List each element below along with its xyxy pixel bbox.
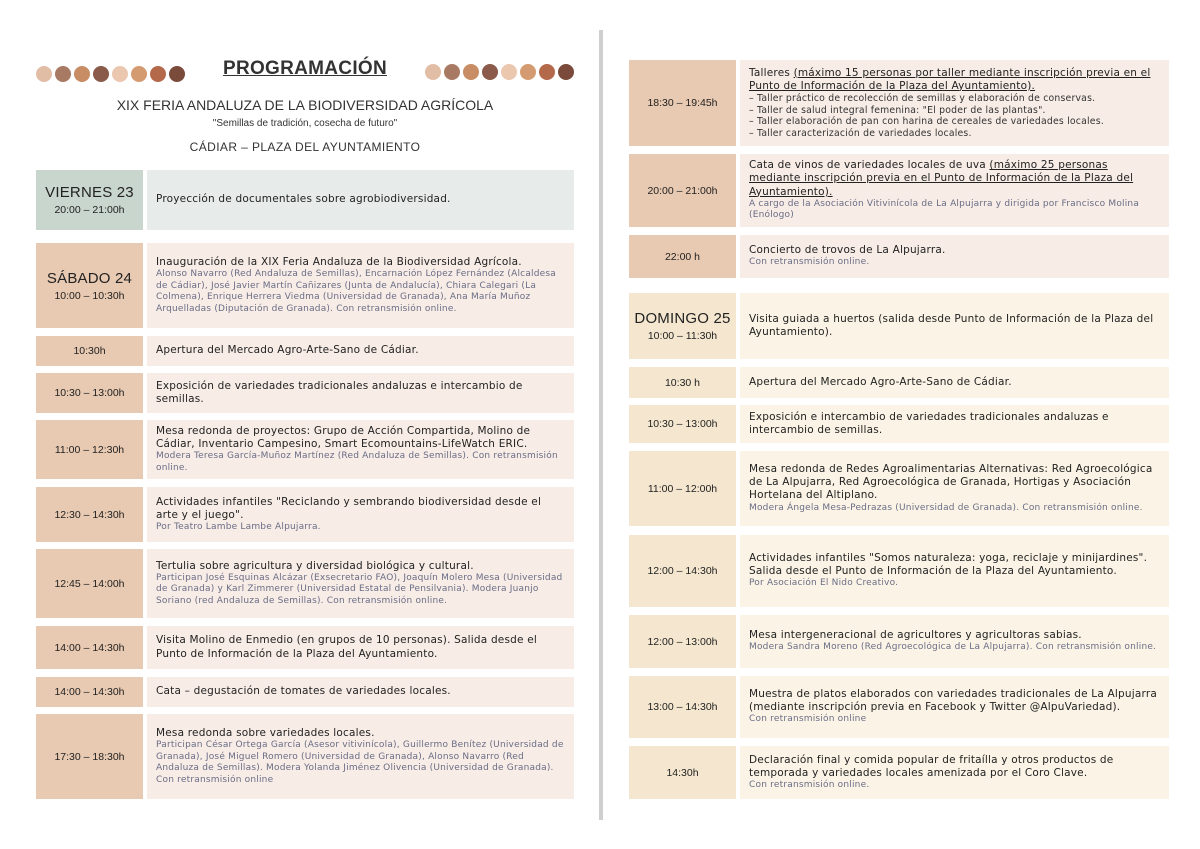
dot [150,66,166,82]
workshop-item: – Taller elaboración de pan con harina de cereales de variedades locales. [749,116,1104,128]
event-desc-cell [740,615,1169,668]
event-desc-cell [740,746,1169,799]
event-title: Muestra de platos elaborados con variedades tradicionales de La Alpujarra (mediante inscripción previa en Facebook y Twitter @AlpuVariedad). [749,688,1157,714]
event-time: 11:00 – 12:00h [647,482,718,495]
event-time-cell [629,451,736,526]
event-desc-cell [147,677,574,707]
event-time: 14:00 – 14:30h [54,686,125,698]
dot [539,64,555,80]
decorative-dots-right [425,64,574,80]
event-title: Tertulia sobre agricultura y diversidad biológica y cultural. [156,559,474,572]
dot [558,64,574,80]
dot [501,64,517,80]
event-time-cell [629,405,736,443]
event-time-cell [629,235,736,278]
event-title: Concierto de trovos de La Alpujarra. [749,244,946,257]
event-time-cell [36,336,143,366]
event-time: 14:00 – 14:30h [54,641,125,654]
dot [131,66,147,82]
saturday-day-label: SÁBADO 24 [46,269,133,287]
event-participants: Por Asociación El Nido Creativo. [749,578,899,589]
event-participants: Con retransmisión online. [749,779,870,790]
registration-note: (máximo 15 personas por taller mediante inscripción previa en el Punto de Información de la Plaza del Ayuntamiento). [749,66,1151,92]
event-time: 12:00 – 14:30h [647,565,718,577]
friday-desc: Proyección de documentales sobre agrobiodiversidad. [156,193,451,206]
friday-desc-cell [147,170,574,230]
event-desc-cell [740,154,1169,227]
event-place: CÁDIAR – PLAZA DEL AYUNTAMIENTO [189,140,421,154]
event-title: Cata – degustación de tomates de variedades locales. [156,685,451,698]
event-title: Talleres [749,66,794,79]
event-title: XIX FERIA ANDALUZA DE LA BIODIVERSIDAD AGRÍCOLA [116,97,494,113]
event-title: Visita Molino de Enmedio (en grupos de 10 personas). Salida desde el Punto de Información de la Plaza del Ayuntamiento. [156,634,537,660]
event-title: Mesa redonda sobre variedades locales. [156,726,375,739]
event-time: 12:30 – 14:30h [54,508,125,521]
event-desc-cell [740,60,1169,146]
event-time: 10:30 – 13:00h [54,387,125,399]
event-desc-cell [147,373,574,413]
page-divider [599,30,603,820]
registration-note: (máximo 25 personas mediante inscripción previa en el Punto de Información de la Plaza del Ayuntamiento). [749,159,1134,198]
event-time: 10:30h [73,345,106,357]
event-desc-cell [740,405,1169,443]
dot [482,64,498,80]
event-time-cell [36,677,143,707]
sunday-time-cell [629,293,736,359]
event-time-cell [629,367,736,398]
event-time: 10:30 h [664,376,701,389]
event-time-cell [36,549,143,618]
event-participants: Participan César Ortega García (Asesor vitivinícola), Guillermo Benítez (Universidad de Granada), José Miguel Romero (Universidad de Granada), Alonso Navarro (Red Andaluza de Semillas). Modera Yolanda Jiménez Olivencia (Universidad de Granada). Con retransmisión online [156,740,564,785]
event-time: 10:30 – 13:00h [647,418,718,430]
event-participants: Participan José Esquinas Alcázar (Exsecretario FAO), Joaquín Molero Mesa (Universidad de Granada) y Karl Zimmerer (Universidad Estatal de Pensilvania). Modera Juanjo Soriano (red Andaluza de Semillas). Con retransmisión online. [156,572,563,606]
event-slogan: "Semillas de tradición, cosecha de futuro" [212,118,398,129]
event-time: 22:00 h [664,250,701,263]
event-time: 11:00 – 12:30h [54,443,125,456]
event-desc-cell [147,336,574,366]
event-participants: Modera Sandra Moreno (Red Agroecológica de La Alpujarra). Con retransmisión online. [749,642,1157,653]
event-title: Apertura del Mercado Agro-Arte-Sano de Cádiar. [749,375,1012,388]
event-desc-cell [740,293,1169,359]
event-time-cell [629,676,736,738]
event-participants: Con retransmisión online. [749,257,870,268]
dot [463,64,479,80]
event-time-cell [36,420,143,479]
page-title: PROGRAMACIÓN [222,58,388,79]
event-time-cell [36,626,143,669]
dot [74,66,90,82]
event-title: Inauguración de la XIX Feria Andaluza de la Biodiversidad Agrícola. [156,255,522,268]
event-title: Actividades infantiles "Somos naturaleza: yoga, reciclaje y minijardines". Salida desde el Punto de Información de la Plaza del Ayuntamiento. [749,552,1148,578]
sunday-day-label: DOMINGO 25 [634,310,731,327]
event-desc-cell [147,549,574,618]
event-title: Exposición e intercambio de variedades tradicionales andaluzas e intercambio de semillas. [749,410,1109,436]
event-title: Cata de vinos de variedades locales de uva [749,159,990,172]
friday-time: 20:00 – 21:00h [54,204,125,216]
workshop-item: – Taller de salud integral femenina: "El poder de las plantas". [749,104,1046,116]
dot [93,66,109,82]
event-desc-cell [740,367,1169,398]
event-time-cell [36,487,143,542]
event-title: Mesa redonda de proyectos: Grupo de Acción Compartida, Molino de Cádiar, Inventario Campesino, Smart Ecomountains-LifeWatch ERIC. [156,424,531,450]
event-time-cell [36,714,143,799]
event-desc-cell [740,676,1169,738]
event-time: 17:30 – 18:30h [54,750,125,763]
event-participants: Alonso Navarro (Red Andaluza de Semillas), Encarnación López Fernández (Alcaldesa de Cádiar), José Javier Martín Cañizares (Junta de Andalucía), Chiara Calegari (La Colmena), Enrique Herrera Viedma (Universidad de Granada), Ana María Muñoz Arquelladas (Diputación de Granada). Con retransmisión online. [156,269,556,314]
event-time-cell [629,746,736,799]
workshop-item: – Taller práctico de recolección de semillas y elaboración de conservas. [749,93,1096,105]
friday-day-label: VIERNES 23 [45,184,134,201]
event-desc-cell [740,451,1169,526]
event-title: Declaración final y comida popular de fritaílla y otros productos de temporada y variedades locales amenizada por el Coro Clave. [749,753,1114,779]
dot [444,64,460,80]
event-time: 12:45 – 14:00h [54,577,125,590]
event-desc-cell [147,487,574,542]
decorative-dots-left [36,66,185,82]
dot [520,64,536,80]
event-participants: Con retransmisión online [749,714,867,725]
event-desc-cell [147,420,574,479]
event-desc-cell [147,243,574,328]
event-title: Actividades infantiles "Reciclando y sembrando biodiversidad desde el arte y el juego". [156,495,542,521]
event-title: Visita guiada a huertos (salida desde Punto de Información de la Plaza del Ayuntamiento). [749,312,1154,338]
event-time-cell [36,373,143,413]
event-title: Apertura del Mercado Agro-Arte-Sano de Cádiar. [156,344,419,357]
event-time: 20:00 – 21:00h [647,184,718,197]
event-title: Mesa redonda de Redes Agroalimentarias Alternativas: Red Agroecológica de La Alpujarra, Red Agroecológica de Granada, Hortigas y Asociación Hortelana del Altiplano. [749,462,1153,502]
event-title: Exposición de variedades tradicionales andaluzas e intercambio de semillas. [156,379,523,405]
event-participants: A cargo de la Asociación Vitivinícola de La Alpujarra y dirigida por Francisco Molina (Enólogo) [749,198,1140,221]
event-time-cell [629,615,736,668]
event-title: Mesa intergeneracional de agricultores y agricultoras sabias. [749,629,1082,642]
dot [55,66,71,82]
event-time-cell [629,154,736,227]
event-time: 10:00 – 10:30h [54,289,125,302]
event-time: 18:30 – 19:45h [647,97,718,109]
workshop-item: – Taller caracterización de variedades locales. [749,127,972,139]
event-desc-cell [147,626,574,669]
dot [36,66,52,82]
event-time: 10:00 – 11:30h [647,330,718,342]
event-participants: Modera Teresa García-Muñoz Martínez (Red Andaluza de Semillas). Con retransmisión online. [156,451,558,473]
event-participants: Modera Ángela Mesa-Pedrazas (Universidad de Granada). Con retransmisión online. [749,502,1143,513]
event-desc-cell [740,235,1169,278]
event-desc-cell [740,535,1169,607]
event-participants: Por Teatro Lambe Lambe Alpujarra. [156,521,321,532]
dot [112,66,128,82]
event-desc-cell [147,714,574,799]
event-time-cell [629,535,736,607]
event-time-cell [629,60,736,146]
saturday-time-cell [36,243,143,328]
friday-time-cell [36,170,143,230]
event-time: 12:00 – 13:00h [647,635,718,648]
event-time: 13:00 – 14:30h [647,701,718,713]
event-time: 14:30h [666,766,699,779]
